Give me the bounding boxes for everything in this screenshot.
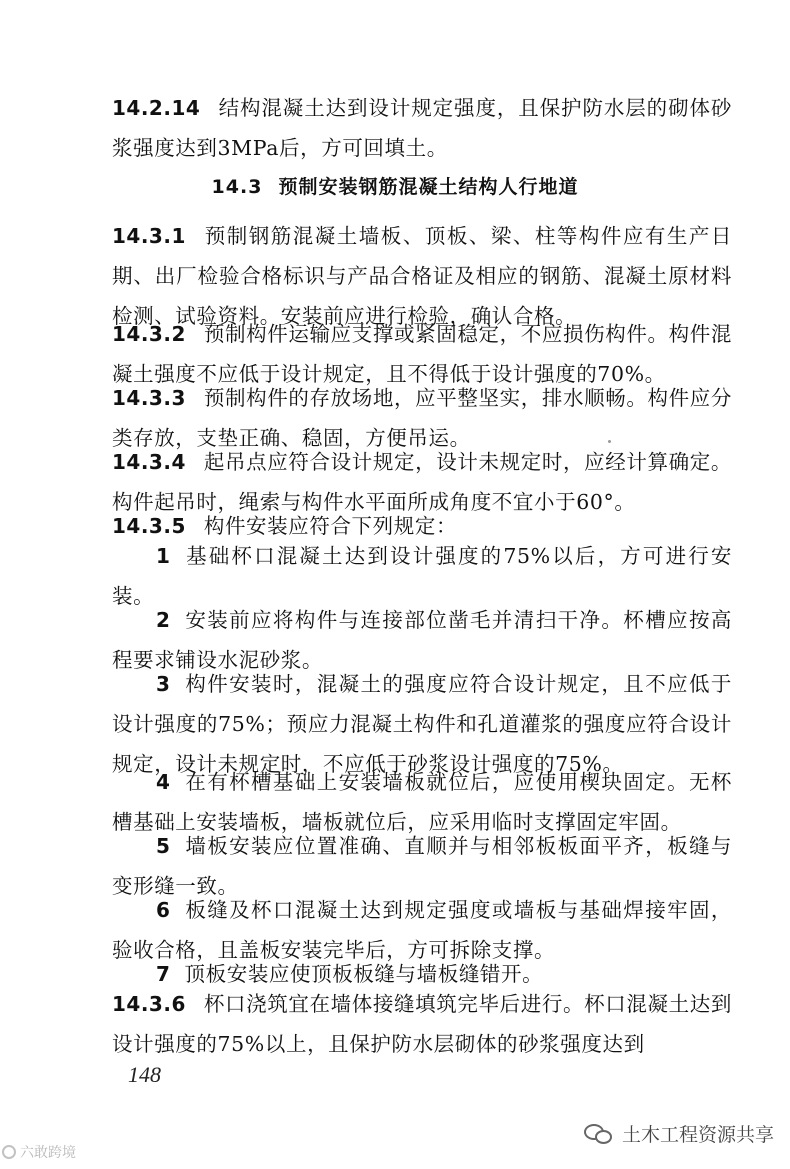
clause-text: 预制构件运输应支撑或紧固稳定，不应损伤构件。构件混凝土强度不应低于设计规定，且不得低于设计强度的70%。: [112, 322, 732, 386]
item-text: 顶板安装应使顶板板缝与墙板缝错开。: [184, 962, 544, 986]
item-text: 基础杯口混凝土达到设计强度的75%以后，方可进行安装。: [112, 544, 732, 608]
watermark-corner-text: 六敢跨境: [20, 1145, 76, 1161]
section-heading: [0, 172, 790, 199]
clause-text: 起吊点应符合设计规定，设计未规定时，应经计算确定。构件起吊时，绳索与构件水平面所成角度不宜小于60°。: [112, 450, 732, 514]
item-number: 7: [156, 962, 171, 986]
watermark-corner: [2, 1142, 76, 1162]
section-title: 预制安装钢筋混凝土结构人行地道: [278, 176, 579, 198]
clause-text: 结构混凝土达到设计规定强度，且保护防水层的砌体砂浆强度达到3MPa后，方可回填土。: [112, 96, 732, 160]
item-text: 板缝及杯口混凝土达到规定强度或墙板与基础焊接牢固，验收合格，且盖板安装完毕后，方可拆除支撑。: [112, 898, 732, 962]
watermark-logo-icon: [2, 1145, 16, 1159]
clause-text: 预制构件的存放场地，应平整坚实，排水顺畅。构件应分类存放，支垫正确、稳固，方便吊运。: [112, 386, 732, 450]
clause-14-2-14: [112, 88, 732, 168]
clause-text: 预制钢筋混凝土墙板、顶板、梁、柱等构件应有生产日期、出厂检验合格标识与产品合格证及相应的钢筋、混凝土原材料检测、试验资料。安装前应进行检验，确认合格。: [112, 224, 732, 328]
watermark-text: 土木工程资源共享: [622, 1124, 775, 1146]
watermark-wechat: [584, 1120, 774, 1147]
clause-text: 杯口浇筑宜在墙体接缝填筑完毕后进行。杯口混凝土达到设计强度的75%以上，且保护防水层砌体的砂浆强度达到: [112, 992, 732, 1056]
item-text: 安装前应将构件与连接部位凿毛并清扫干净。杯槽应按高程要求铺设水泥砂浆。: [112, 608, 732, 672]
clause-number: 14.3.6: [112, 992, 186, 1016]
page-number: 148: [128, 1062, 161, 1087]
clause-number: 14.3.5: [112, 514, 186, 538]
clause-number: 14.3.3: [112, 386, 186, 410]
item-number: 3: [156, 672, 171, 696]
item-number: 2: [156, 608, 171, 632]
section-number: 14.3: [211, 176, 263, 198]
clause-number: 14.3.2: [112, 322, 186, 346]
item-number: 1: [156, 544, 171, 568]
clause-number: 14.3.1: [112, 224, 186, 248]
clause-text: 构件安装应符合下列规定：: [203, 514, 458, 538]
clause-number: 14.3.4: [112, 450, 186, 474]
clause-14-3-6: [112, 984, 732, 1064]
clause-number: 14.2.14: [112, 96, 201, 120]
item-text: 在有杯槽基础上安装墙板就位后，应使用楔块固定。无杯槽基础上安装墙板，墙板就位后，应采用临时支撑固定牢固。: [112, 770, 732, 834]
item-number: 6: [156, 898, 171, 922]
item-text: 墙板安装应位置准确、直顺并与相邻板板面平齐，板缝与变形缝一致。: [112, 834, 732, 898]
item-number: 4: [156, 770, 171, 794]
speck-mark: [608, 440, 611, 443]
wechat-icon: [584, 1122, 614, 1146]
item-text: 构件安装时，混凝土的强度应符合设计规定，且不应低于设计强度的75%；预应力混凝土构件和孔道灌浆的强度应符合设计规定，设计未规定时，不应低于砂浆设计强度的75%。: [112, 672, 732, 776]
item-number: 5: [156, 834, 171, 858]
